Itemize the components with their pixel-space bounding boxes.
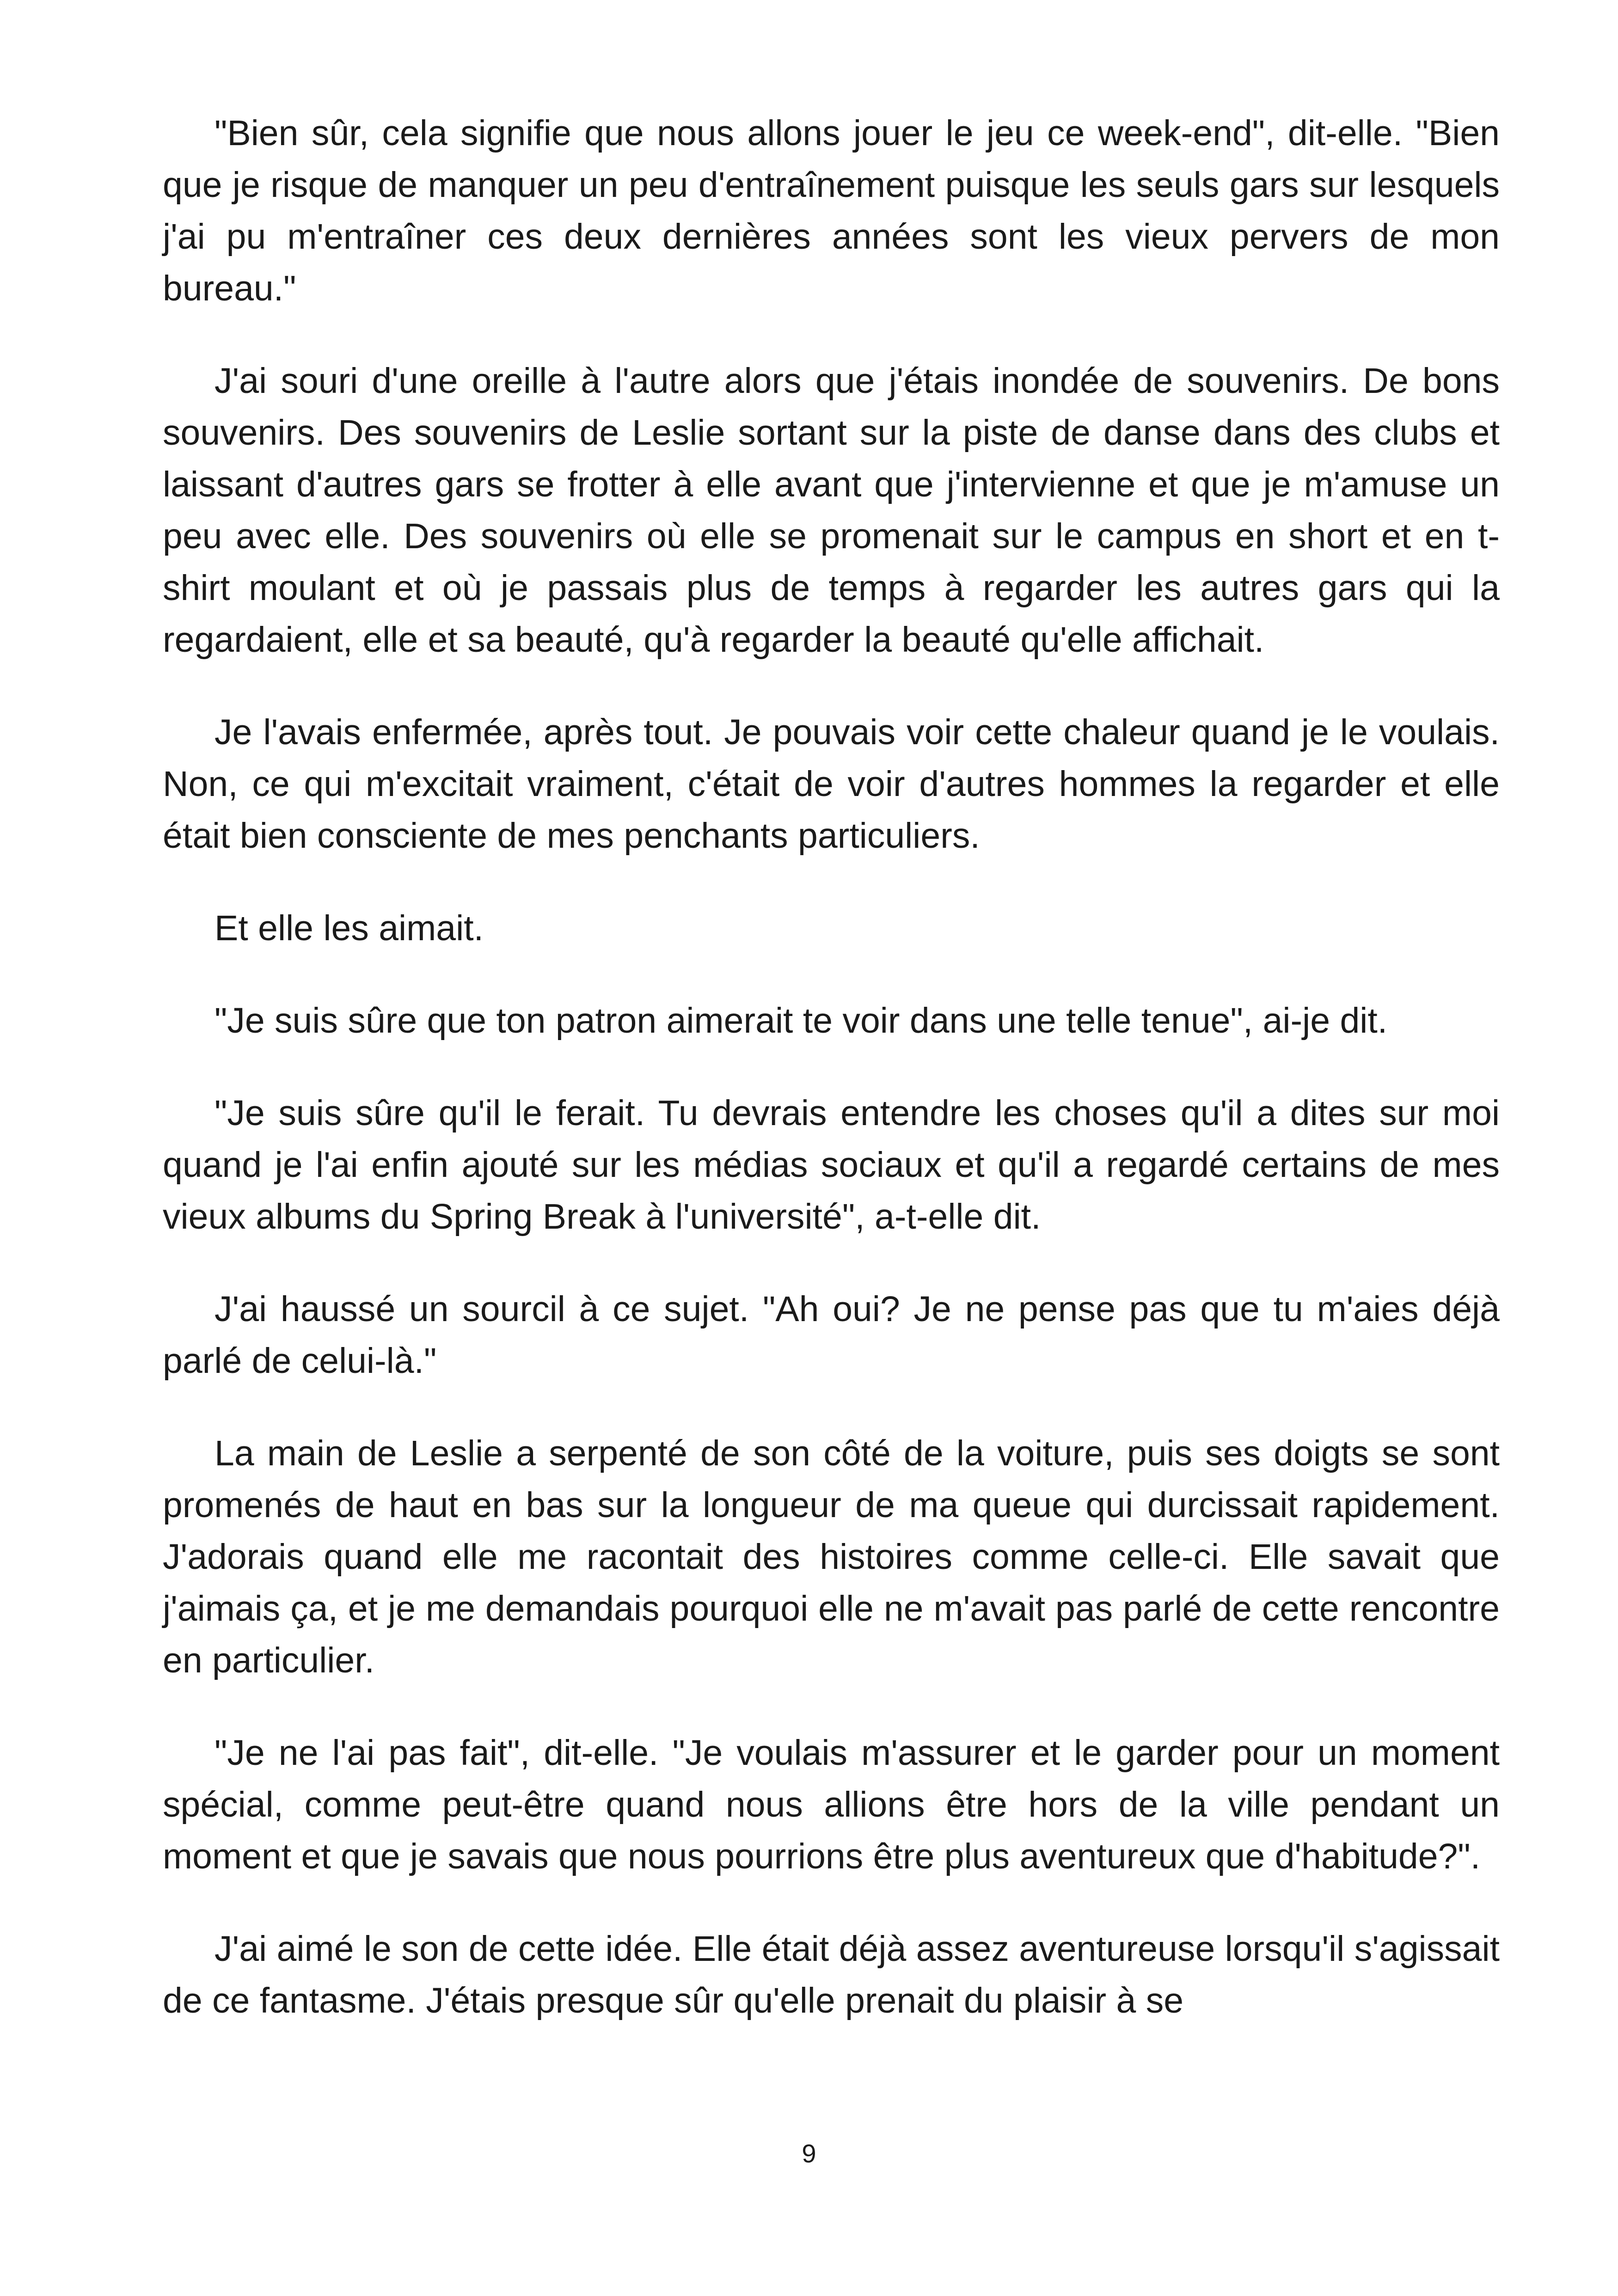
- text-body: [163, 107, 1500, 2027]
- paragraph-2: J'ai souri d'une oreille à l'autre alors que j'étais inondée de souvenirs. De bons souvenirs. Des souvenirs de Leslie sortant sur la piste de danse dans des clubs et laissant d'autres gars se frotter à elle avant que j'intervienne et que je m'amuse un peu avec elle. Des souvenirs où elle se promenait sur le campus en short et en t-shirt moulant et où je passais plus de temps à regarder les autres gars qui la regardaient, elle et sa beauté, qu'à regarder la beauté qu'elle affichait.: [163, 361, 1500, 660]
- paragraph-3: Je l'avais enfermée, après tout. Je pouvais voir cette chaleur quand je le voulais. Non, ce qui m'excitait vraiment, c'était de voir d'autres hommes la regarder et elle était bien consciente de mes penchants particuliers.: [163, 712, 1500, 856]
- paragraph-5: "Je suis sûre que ton patron aimerait te voir dans une telle tenue", ai-je dit.: [215, 1001, 1388, 1041]
- page-number: 9: [802, 2139, 816, 2168]
- paragraph-9: "Je ne l'ai pas fait", dit-elle. "Je voulais m'assurer et le garder pour un moment spécial, comme peut-être quand nous allions être hors de la ville pendant un moment et que je savais que nous pourrions être plus aventureux que d'habitude?".: [163, 1733, 1500, 1876]
- paragraph-7: J'ai haussé un sourcil à ce sujet. "Ah oui? Je ne pense pas que tu m'aies déjà parlé de celui-là.": [163, 1289, 1500, 1381]
- paragraph-10: J'ai aimé le son de cette idée. Elle était déjà assez aventureuse lorsqu'il s'agissait de ce fantasme. J'étais presque sûr qu'elle prenait du plaisir à se: [163, 1929, 1500, 2020]
- paragraph-4: Et elle les aimait.: [215, 908, 484, 948]
- paragraph-1: "Bien sûr, cela signifie que nous allons jouer le jeu ce week-end", dit-elle. "Bien que je risque de manquer un peu d'entraînement puisque les seuls gars sur lesquels j'ai pu m'entraîner ces deux dernières années sont les vieux pervers de mon bureau.": [163, 113, 1500, 308]
- paragraph-6: "Je suis sûre qu'il le ferait. Tu devrais entendre les choses qu'il a dites sur moi quand je l'ai enfin ajouté sur les médias sociaux et qu'il a regardé certains de mes vieux albums du Spring Break à l'université", a-t-elle dit.: [163, 1093, 1500, 1237]
- paragraph-8: La main de Leslie a serpenté de son côté de la voiture, puis ses doigts se sont promenés de haut en bas sur la longueur de ma queue qui durcissait rapidement. J'adorais quand elle me racontait des histoires comme celle-ci. Elle savait que j'aimais ça, et je me demandais pourquoi elle ne m'avait pas parlé de cette rencontre en particulier.: [163, 1433, 1500, 1680]
